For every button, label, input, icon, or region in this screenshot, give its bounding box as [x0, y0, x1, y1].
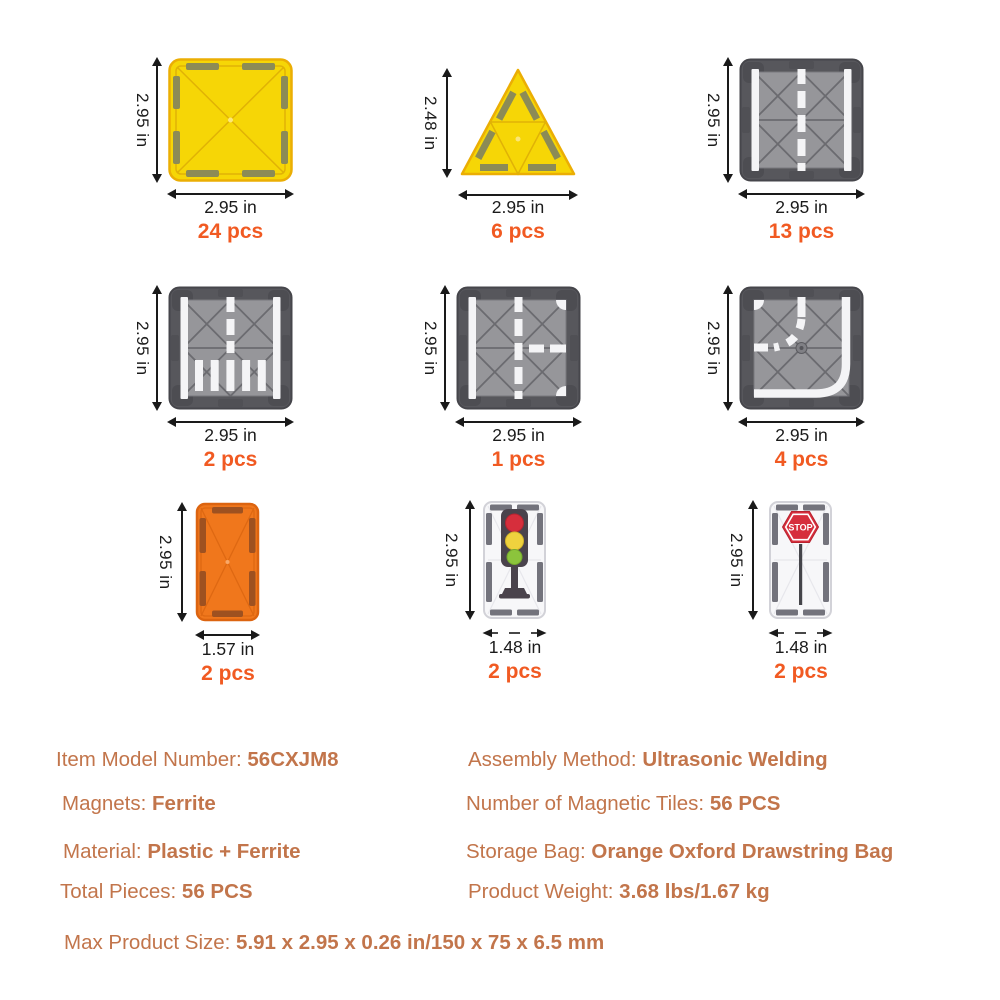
height-dimension-arrow [152, 285, 162, 411]
height-dimension-arrow [442, 68, 452, 178]
spec-product-weight [468, 880, 770, 904]
height-dimension-label: 2.95 in [442, 532, 461, 588]
stop-sign-text: STOP [788, 522, 813, 533]
height-dimension-label: 2.48 in [421, 95, 440, 151]
spec-label: Number of Magnetic Tiles: [466, 792, 710, 815]
piece-count-label: 13 pcs [768, 220, 835, 243]
product-item-traffic-light [442, 500, 587, 690]
height-dimension-label: 2.95 in [421, 320, 440, 376]
road-straight-tile-image [738, 57, 865, 183]
spec-storage-bag [466, 840, 893, 864]
piece-count-label: 2 pcs [774, 660, 828, 683]
spec-total-pieces [60, 880, 253, 904]
width-dimension-label: 2.95 in [204, 425, 257, 445]
spec-label: Max Product Size: [64, 931, 237, 954]
width-dimension-label: 1.48 in [488, 637, 542, 657]
spec-value: Orange Oxford Drawstring Bag [591, 840, 894, 863]
piece-count-label: 6 pcs [491, 220, 545, 243]
yellow-triangle-tile-image [458, 66, 578, 180]
height-dimension-label: 2.95 in [727, 532, 746, 588]
spec-label: Product Weight: [468, 880, 620, 903]
stop-sign-tile-image [768, 500, 833, 620]
height-dimension-label: 2.95 in [133, 320, 152, 376]
spec-value: 3.68 lbs/1.67 kg [619, 880, 770, 903]
height-dimension-label: 2.95 in [704, 92, 723, 148]
product-item-road-crosswalk [127, 285, 297, 480]
piece-count-label: 1 pcs [491, 448, 546, 471]
height-dimension-label: 2.95 in [133, 92, 152, 148]
spec-max-product-size [64, 931, 604, 955]
orange-rectangle-tile-image [195, 502, 260, 622]
height-dimension-arrow [440, 285, 450, 411]
height-dimension-label: 2.95 in [156, 534, 175, 590]
height-dimension-arrow [465, 500, 475, 620]
road-t-junction-tile-image [455, 285, 582, 411]
height-dimension-label: 2.95 in [704, 320, 723, 376]
spec-value: 56 PCS [709, 792, 781, 815]
spec-label: Total Pieces: [60, 880, 182, 903]
height-dimension-arrow [748, 500, 758, 620]
piece-count-label: 2 pcs [201, 662, 255, 685]
product-item-road-curve [698, 285, 868, 480]
piece-count-label: 2 pcs [488, 660, 542, 683]
width-dimension-label: 1.48 in [774, 637, 828, 657]
height-dimension-arrow [177, 502, 187, 622]
spec-value: 56 PCS [181, 880, 253, 903]
width-dimension-label: 2.95 in [775, 425, 828, 445]
product-item-road-t-junction [415, 285, 585, 480]
spec-value: Plastic + Ferrite [147, 840, 301, 863]
piece-count-label: 24 pcs [197, 220, 264, 243]
spec-number-of-tiles [466, 792, 780, 816]
product-item-yellow-square [127, 57, 297, 252]
spec-label: Storage Bag: [466, 840, 592, 863]
height-dimension-arrow [723, 285, 733, 411]
spec-value: 5.91 x 2.95 x 0.26 in/150 x 75 x 6.5 mm [236, 931, 605, 954]
height-dimension-arrow [152, 57, 162, 183]
spec-label: Assembly Method: [468, 748, 643, 771]
product-item-road-straight [698, 57, 868, 252]
width-dimension-label: 1.57 in [201, 639, 255, 659]
spec-item-model-number [56, 748, 339, 772]
spec-label: Magnets: [62, 792, 153, 815]
height-dimension-arrow [723, 57, 733, 183]
spec-value: 56CXJM8 [247, 748, 339, 771]
road-curve-tile-image [738, 285, 865, 411]
road-crosswalk-tile-image [167, 285, 294, 411]
spec-assembly-method [468, 748, 828, 772]
spec-magnets [62, 792, 216, 816]
spec-value: Ferrite [152, 792, 216, 815]
traffic-light-tile-image [482, 500, 547, 620]
product-item-yellow-triangle [418, 66, 583, 256]
product-item-orange-rectangle [155, 502, 300, 692]
width-dimension-label: 2.95 in [492, 425, 545, 445]
piece-count-label: 2 pcs [203, 448, 258, 471]
spec-material [63, 840, 301, 864]
spec-value: Ultrasonic Welding [642, 748, 828, 771]
spec-label: Material: [63, 840, 148, 863]
width-dimension-label: 2.95 in [775, 197, 828, 217]
width-dimension-label: 2.95 in [204, 197, 257, 217]
yellow-square-tile-image [167, 57, 294, 183]
piece-count-label: 4 pcs [774, 448, 829, 471]
spec-label: Item Model Number: [56, 748, 248, 771]
product-item-stop-sign [728, 500, 873, 690]
width-dimension-label: 2.95 in [491, 197, 545, 217]
